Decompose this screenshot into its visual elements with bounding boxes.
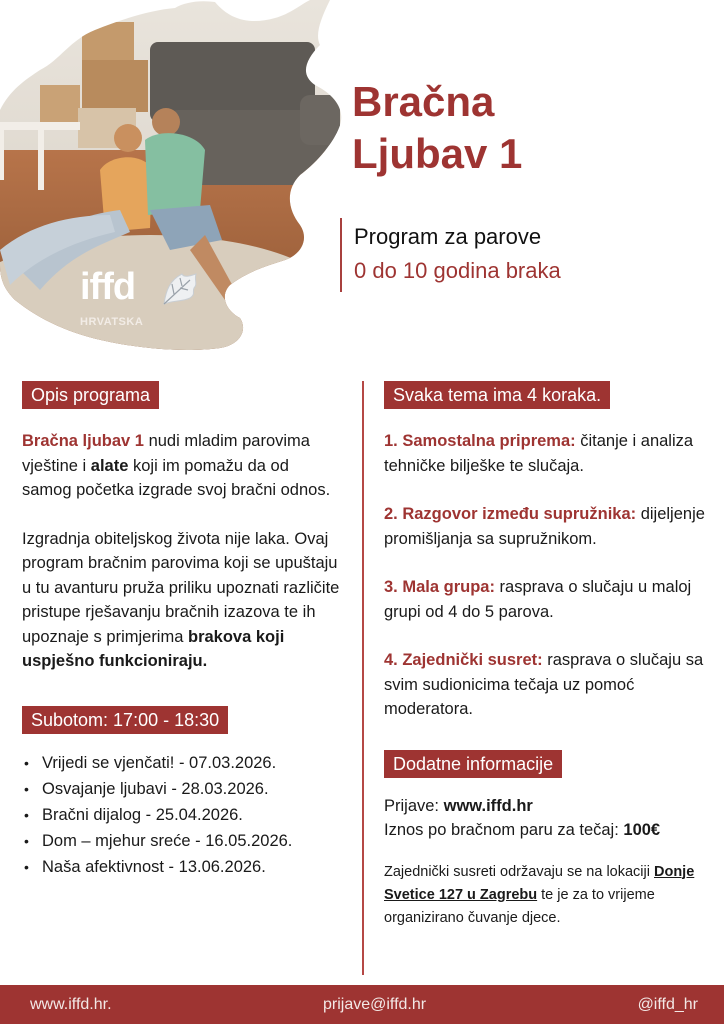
left-column — [22, 381, 342, 880]
body-text: Izgradnja obiteljskog života nije laka. Ovaj program bračnim parovima koji se upuštaju u tu avanturu pruža priliku upoznati različite pristupe rješavanju bračnih izazova te ih upoznaje s primjerima — [22, 529, 340, 646]
schedule-item — [22, 828, 342, 854]
schedule-item-text: Dom – mjehur sreće - 16.05.2026. — [42, 831, 293, 850]
step-item — [384, 502, 714, 551]
step-title: 3. Mala grupa: — [384, 578, 495, 596]
program-intro — [22, 429, 342, 503]
footer-social-handle[interactable]: @iffd_hr — [637, 995, 698, 1013]
step-item — [384, 429, 714, 478]
section-label-description: Opis programa — [22, 381, 159, 409]
price-value: 100€ — [623, 821, 661, 839]
schedule-list — [22, 750, 342, 880]
bullet-icon: • — [24, 858, 29, 875]
footer-email-link[interactable]: prijave@iffd.hr — [322, 995, 427, 1013]
schedule-item — [22, 750, 342, 776]
right-column — [384, 381, 714, 930]
step-text: čitanje i analiza tehničke bilješke te slučaja. — [384, 432, 694, 475]
title-line-1: Bračna — [352, 78, 495, 125]
title-line-2: Ljubav 1 — [352, 130, 523, 177]
footer-website-link[interactable]: www.iffd.hr. — [30, 995, 112, 1013]
section-label-info: Dodatne informacije — [384, 750, 562, 778]
location-text-2: te je za to vrijeme organizirano čuvanje djece. — [384, 886, 655, 926]
price-line — [384, 818, 714, 843]
intro-text-1: nudi mladim parovima vještine i — [22, 432, 310, 475]
program-name: Bračna ljubav 1 — [22, 432, 144, 450]
signup-link[interactable]: www.iffd.hr — [443, 796, 533, 815]
step-title: 1. Samostalna priprema: — [384, 432, 576, 450]
leaf-icon — [160, 270, 200, 306]
schedule-item-text: Naša afektivnost - 13.06.2026. — [42, 857, 266, 876]
schedule-item — [22, 854, 342, 880]
intro-text-2: koji im pomažu da od samog početka izgrade svoj bračni odnos. — [22, 456, 331, 499]
schedule-item-text: Bračni dijalog - 25.04.2026. — [42, 805, 243, 824]
schedule-item-text: Vrijedi se vjenčati! - 07.03.2026. — [42, 753, 277, 772]
intro-bold: alate — [90, 456, 129, 475]
program-audience: Program za parove — [354, 224, 542, 249]
program-body — [22, 527, 342, 674]
logo-subtitle: HRVATSKA — [80, 316, 144, 328]
step-text: dijeljenje promišljanja sa supružnikom. — [384, 505, 705, 548]
schedule-item-text: Osvajanje ljubavi - 28.03.2026. — [42, 779, 269, 798]
signup-line — [384, 794, 714, 819]
page-title — [352, 76, 522, 180]
location-text-1: Zajednički susreti održavaju se na lokaciji — [384, 863, 654, 880]
bullet-icon: • — [24, 832, 29, 849]
marriage-duration: 0 do 10 godina braka — [354, 258, 561, 283]
location-address[interactable]: Donje Svetice 127 u Zagrebu — [384, 863, 695, 903]
step-text: rasprava o slučaju u maloj grupi od 4 do 5 parova. — [384, 578, 692, 621]
step-title: 2. Razgovor između supružnika: — [384, 505, 637, 523]
location-note — [384, 861, 714, 930]
subtitle-block — [340, 218, 561, 292]
signup-label: Prijave: — [384, 796, 444, 815]
step-title: 4. Zajednički susret: — [384, 651, 543, 669]
bullet-icon: • — [24, 780, 29, 797]
step-item — [384, 648, 714, 722]
iffd-logo — [80, 268, 143, 328]
schedule-item — [22, 802, 342, 828]
footer-bar — [0, 985, 724, 1024]
bullet-icon: • — [24, 806, 29, 823]
schedule-label: Subotom: 17:00 - 18:30 — [22, 706, 228, 734]
body-bold: brakova koji uspješno funkcioniraju. — [22, 627, 285, 670]
schedule-item — [22, 776, 342, 802]
step-item — [384, 575, 714, 624]
bullet-icon: • — [24, 754, 29, 771]
step-text: rasprava o slučaju sa svim sudionicima tečaja uz pomoć moderatora. — [384, 651, 704, 718]
section-label-steps: Svaka tema ima 4 koraka. — [384, 381, 610, 409]
logo-wordmark: iffd — [80, 266, 136, 308]
column-divider — [362, 381, 364, 975]
price-label: Iznos po bračnom paru za tečaj: — [384, 821, 624, 839]
